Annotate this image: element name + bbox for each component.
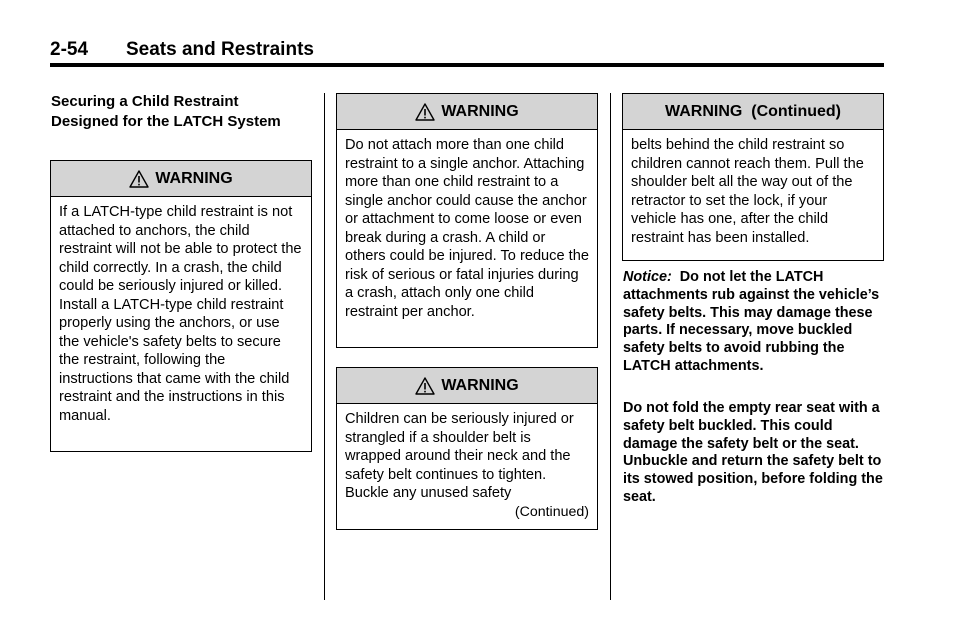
warning-body: Children can be seriously injured or strangled if a shoulder belt is wrapped around their neck and the safety belt continues to tighten. Buckle any unused safety — [345, 411, 574, 501]
warning-title: WARNING — [155, 169, 233, 187]
page-header — [50, 39, 884, 65]
warning-title: WARNING (Continued) — [665, 102, 841, 120]
warning-box — [336, 367, 598, 530]
section-title: Seats and Restraints — [126, 39, 314, 60]
continued-label: (Continued) — [514, 503, 589, 520]
warning-box — [50, 160, 312, 452]
warning-box — [622, 93, 884, 261]
header-rule — [50, 63, 884, 67]
notice-paragraph — [623, 269, 885, 376]
warning-header — [51, 161, 311, 197]
warning-triangle-icon — [415, 103, 435, 121]
column-divider — [324, 93, 325, 600]
warning-box — [336, 93, 598, 348]
warning-body: Do not attach more than one child restraint to a single anchor. Attaching more than one child restraint to a single anchor could cause the anchor or attachment to come loose or even break during a crash. A child or others could be injured. To reduce the risk of serious or fatal injuries during a crash, attach only one child restraint per anchor. — [345, 137, 589, 320]
notice-text: Do not let the LATCH attachments rub against the vehicle’s safety belts. This may damage these parts. If necessary, move buckled safety belts to avoid rubbing the LATCH attachments. — [623, 269, 880, 374]
body-paragraph: Do not fold the empty rear seat with a safety belt buckled. This could damage the safety belt or the seat. Unbuckle and return the safety belt to its stowed position, before folding the seat. — [623, 400, 883, 505]
warning-header — [337, 94, 597, 130]
warning-body: If a LATCH-type child restraint is not attached to anchors, the child restraint will not be able to protect the child correctly. In a crash, the child could be seriously injured or killed. Install a LATCH-type child restraint properly using the anchors, or use the vehicle's safety belts to secure the restraint, following the instructions that came with the child restraint and the instructions in this manual. — [59, 204, 302, 424]
warning-triangle-icon — [415, 377, 435, 395]
notice-label: Notice: — [623, 269, 672, 285]
page-number: 2-54 — [50, 39, 89, 60]
warning-title: WARNING — [441, 376, 519, 394]
warning-triangle-icon — [129, 170, 149, 188]
warning-header — [337, 368, 597, 404]
subheading: Securing a Child Restraint Designed for the LATCH System — [51, 93, 281, 130]
warning-title: WARNING — [441, 102, 519, 120]
warning-header — [623, 94, 883, 130]
warning-body: belts behind the child restraint so children cannot reach them. Pull the shoulder belt all the way out of the retractor to set the lock, if your vehicle has one, after the child restraint has been installed. — [631, 137, 864, 246]
column-divider — [610, 93, 611, 600]
